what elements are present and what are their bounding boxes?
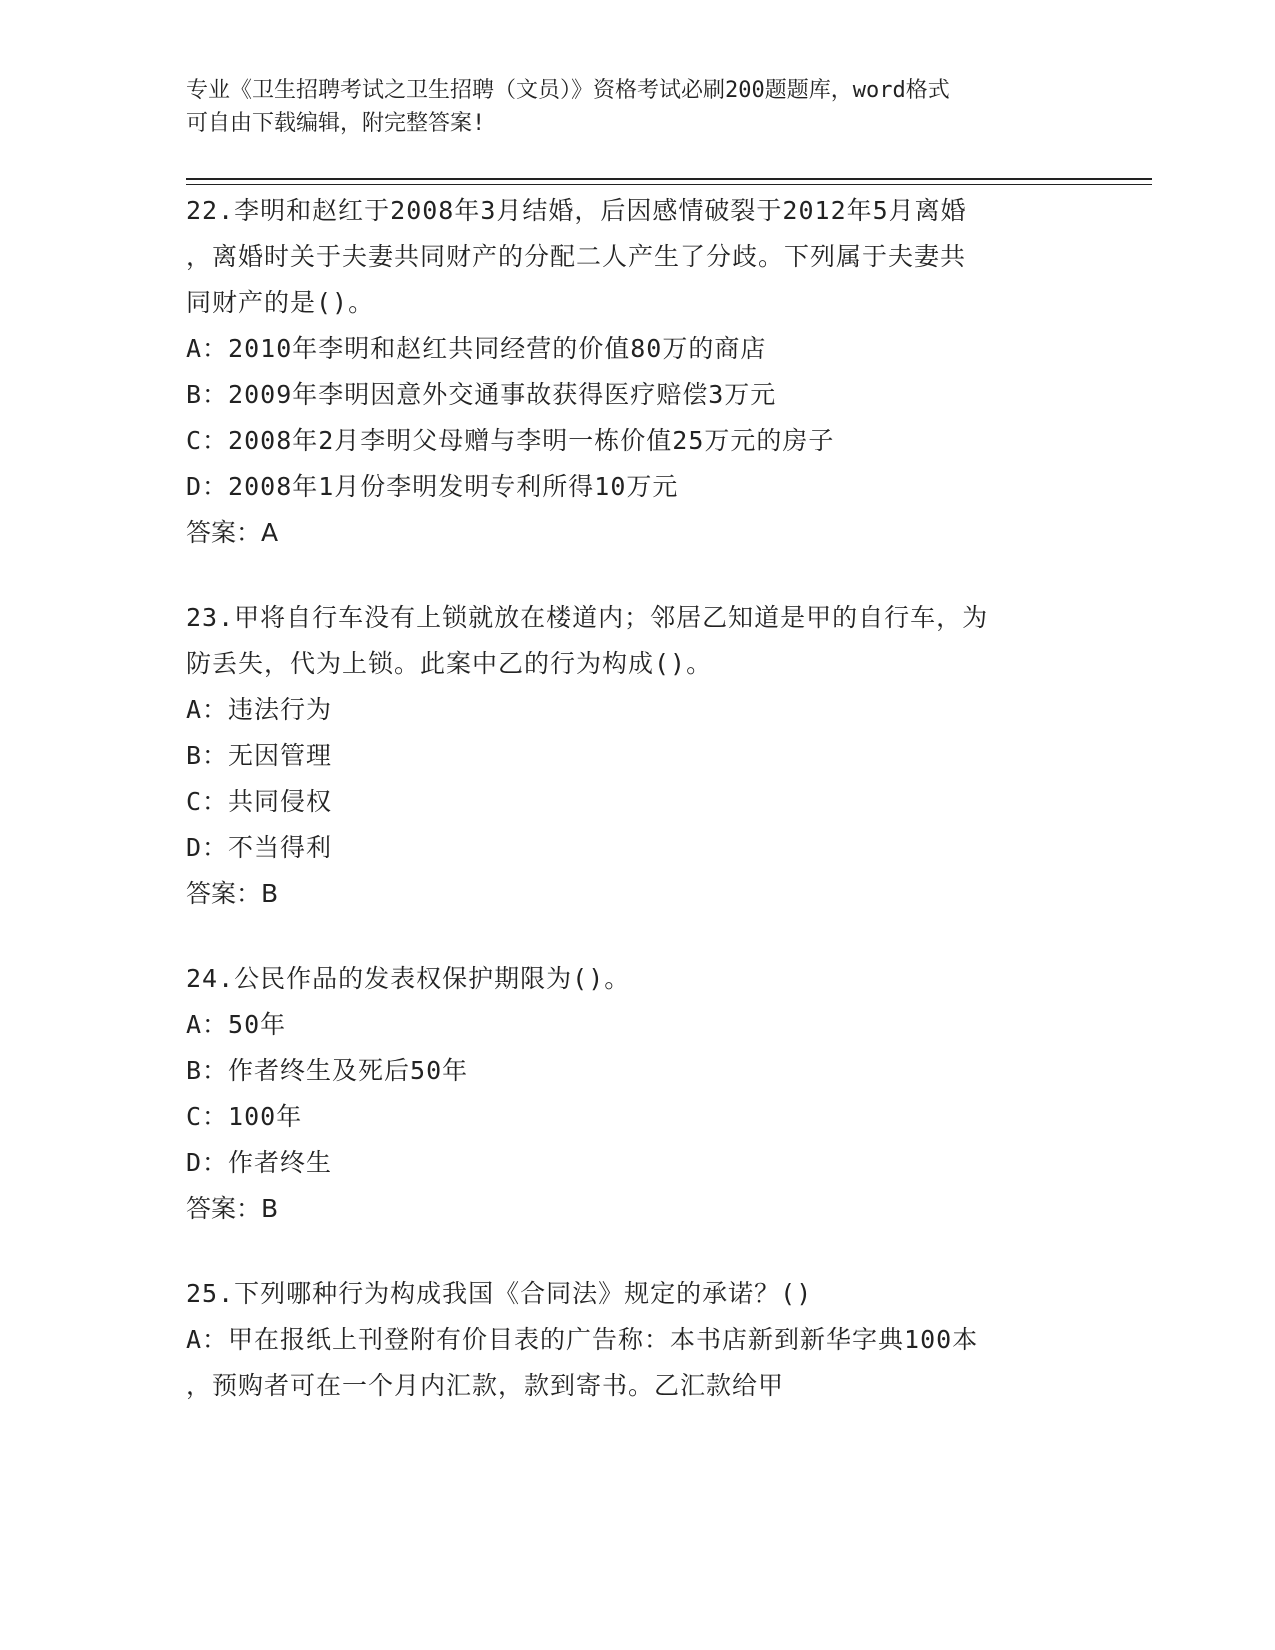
- option-c: C：100年: [186, 1102, 303, 1131]
- option-b: B：无因管理: [186, 741, 333, 770]
- option-c: C：2008年2月李明父母赠与李明一栋价值25万元的房子: [186, 426, 835, 455]
- option-a-continued: ，预购者可在一个月内汇款，款到寄书。乙汇款给甲: [186, 1371, 785, 1400]
- option-b: B：作者终生及死后50年: [186, 1056, 469, 1085]
- question-24: [186, 956, 1066, 1232]
- header-line-1: 专业《卫生招聘考试之卫生招聘（文员）》资格考试必刷200题题库，word格式: [186, 78, 950, 103]
- header-divider-thin: [186, 184, 1152, 185]
- question-stem-line: ，离婚时关于夫妻共同财产的分配二人产生了分歧。下列属于夫妻共: [186, 242, 967, 271]
- header-line-2: 可自由下载编辑，附完整答案!: [186, 111, 486, 136]
- option-c: C：共同侵权: [186, 787, 333, 816]
- option-d: D：2008年1月份李明发明专利所得10万元: [186, 472, 679, 501]
- question-gap: [186, 917, 1066, 956]
- question-25: [186, 1271, 1066, 1409]
- option-a: A：违法行为: [186, 695, 333, 724]
- option-d: D：不当得利: [186, 833, 333, 862]
- question-stem-line: 防丢失，代为上锁。此案中乙的行为构成()。: [186, 649, 713, 678]
- question-stem-line: 同财产的是()。: [186, 288, 375, 317]
- option-d: D：作者终生: [186, 1148, 333, 1177]
- header-divider-thick: [186, 178, 1152, 180]
- answer: 答案：B: [186, 879, 279, 908]
- question-stem-line: 25.下列哪种行为构成我国《合同法》规定的承诺？(): [186, 1279, 813, 1308]
- option-a: A：2010年李明和赵红共同经营的价值80万的商店: [186, 334, 767, 363]
- document-header: [186, 74, 1066, 140]
- answer: 答案：A: [186, 518, 279, 547]
- question-gap: [186, 556, 1066, 595]
- option-a: A：50年: [186, 1010, 287, 1039]
- question-list: [186, 188, 1066, 1409]
- question-22: [186, 188, 1066, 556]
- option-b: B：2009年李明因意外交通事故获得医疗赔偿3万元: [186, 380, 777, 409]
- option-a: A：甲在报纸上刊登附有价目表的广告称：本书店新到新华字典100本: [186, 1325, 979, 1354]
- question-gap: [186, 1232, 1066, 1271]
- question-stem-line: 23.甲将自行车没有上锁就放在楼道内；邻居乙知道是甲的自行车，为: [186, 603, 989, 632]
- question-stem-line: 24.公民作品的发表权保护期限为()。: [186, 964, 631, 993]
- answer: 答案：B: [186, 1194, 279, 1223]
- question-23: [186, 595, 1066, 917]
- question-stem-line: 22.李明和赵红于2008年3月结婚，后因感情破裂于2012年5月离婚: [186, 196, 967, 225]
